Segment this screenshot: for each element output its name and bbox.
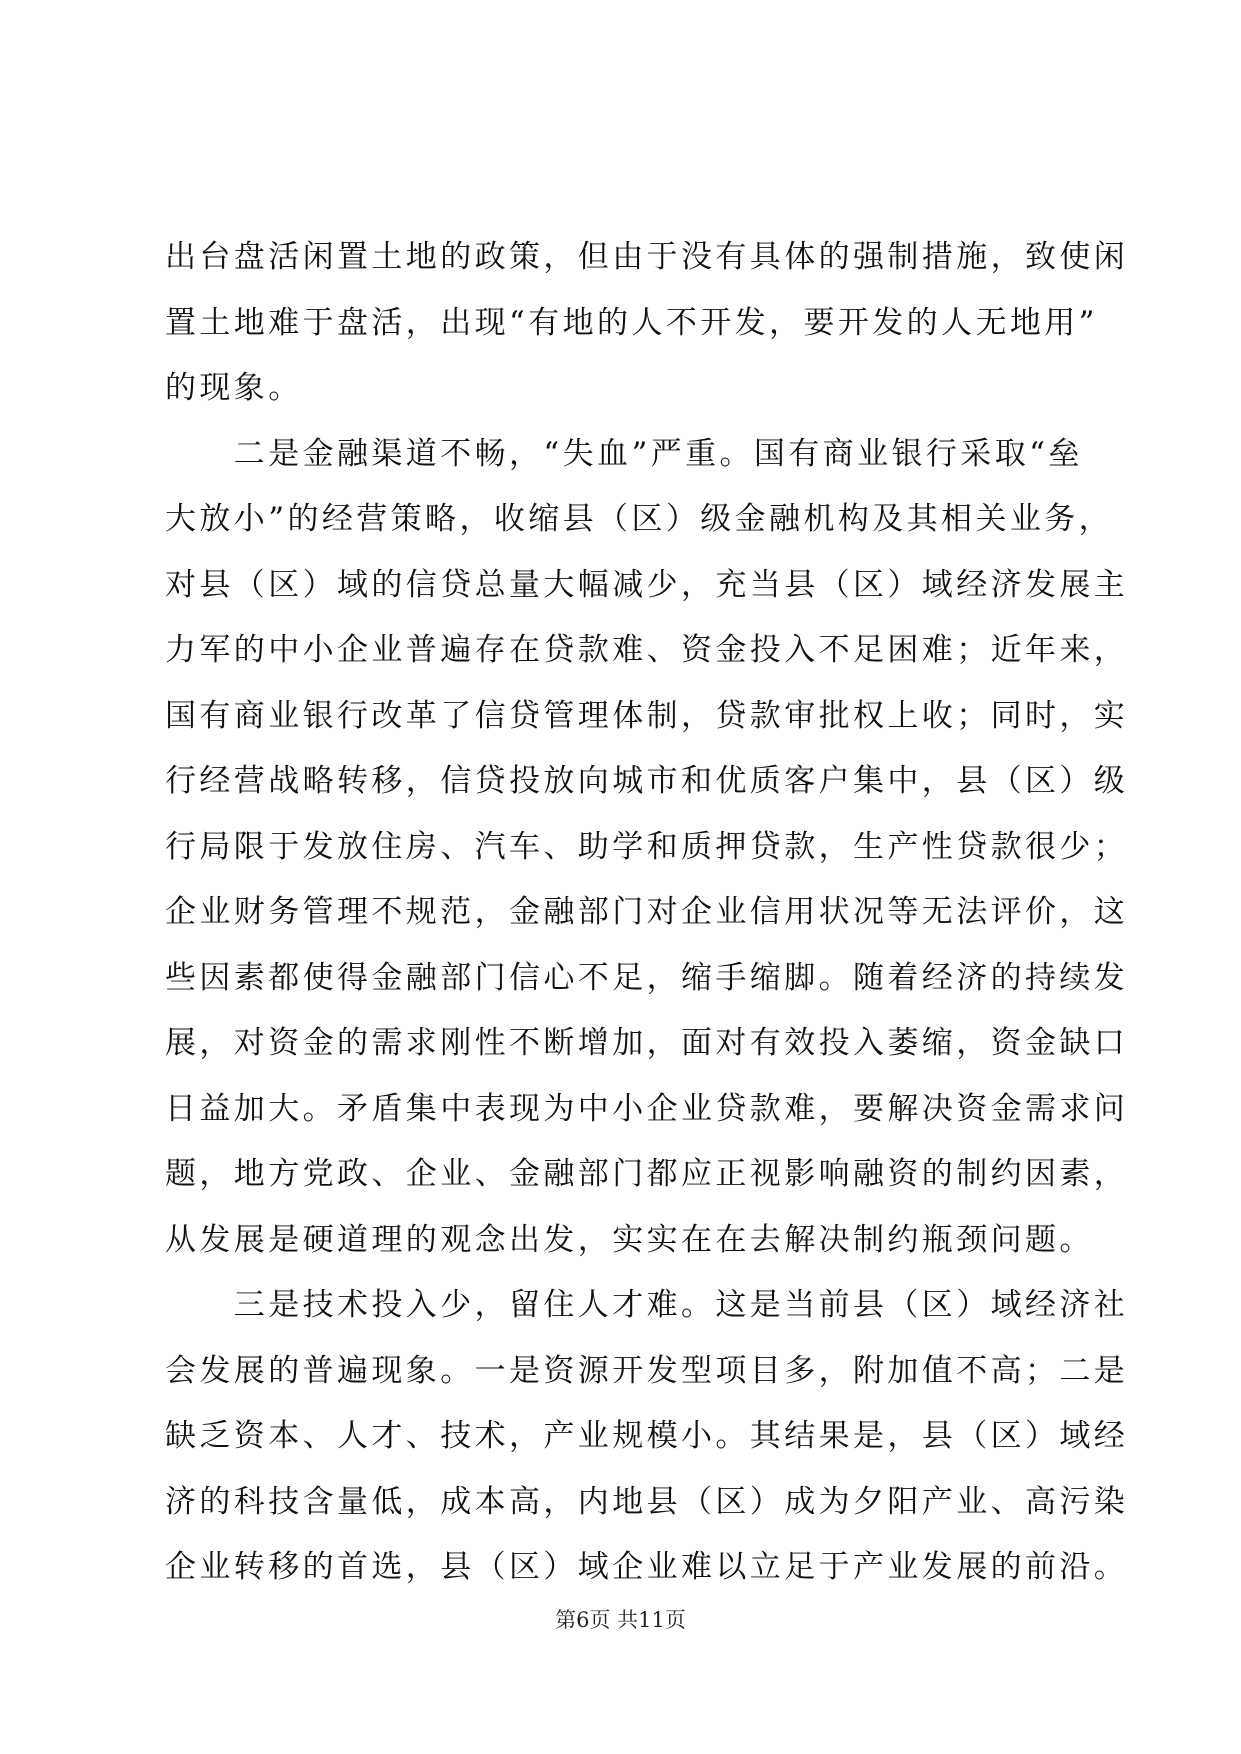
text-line: 行经营战略转移，信贷投放向城市和优质客户集中，县（区）级 xyxy=(165,763,1129,799)
body-text xyxy=(165,225,1129,1601)
text-line: 对县（区）域的信贷总量大幅减少，充当县（区）域经济发展主 xyxy=(165,566,1129,603)
text-line: 企业财务管理不规范，金融部门对企业信用状况等无法评价，这 xyxy=(165,894,1129,930)
text-line: 缺乏资本、人才、技术，产业规模小。其结果是，县（区）域经 xyxy=(165,1418,1129,1454)
page-footer: 第6页 共11页 xyxy=(555,1608,686,1632)
text-line: 的现象。 xyxy=(165,370,303,406)
text-line: 从发展是硬道理的观念出发，实实在在去解决制约瓶颈问题。 xyxy=(165,1221,1094,1258)
text-line: 日益加大。矛盾集中表现为中小企业贷款难，要解决资金需求问 xyxy=(165,1090,1129,1127)
text-line: 大放小”的经营策略，收缩县（区）级金融机构及其相关业务， xyxy=(165,501,1114,537)
text-line: 会发展的普遍现象。一是资源开发型项目多，附加值不高；二是 xyxy=(165,1352,1129,1389)
text-line: 展，对资金的需求刚性不断增加，面对有效投入萎缩，资金缺口 xyxy=(165,1025,1129,1061)
text-line: 题，地方党政、企业、金融部门都应正视影响融资的制约因素， xyxy=(165,1156,1129,1192)
text-line: 行局限于发放住房、汽车、助学和质押贷款，生产性贷款很少； xyxy=(165,828,1129,865)
text-line: 国有商业银行改革了信贷管理体制，贷款审批权上收；同时，实 xyxy=(165,697,1129,734)
text-line: 二是金融渠道不畅，“失血”严重。国有商业银行采取“垒 xyxy=(165,435,1083,472)
text-line: 三是技术投入少，留住人才难。这是当前县（区）域经济社 xyxy=(165,1287,1129,1323)
text-line: 济的科技含量低，成本高，内地县（区）成为夕阳产业、高污染 xyxy=(165,1483,1129,1520)
text-line: 置土地难于盘活，出现“有地的人不开发，要开发的人无地用” xyxy=(165,304,1098,341)
text-line: 出台盘活闲置土地的政策，但由于没有具体的强制措施，致使闲 xyxy=(165,239,1129,275)
text-line: 力军的中小企业普遍存在贷款难、资金投入不足困难；近年来， xyxy=(165,632,1129,668)
text-line: 企业转移的首选，县（区）域企业难以立足于产业发展的前沿。 xyxy=(165,1549,1129,1585)
text-line: 些因素都使得金融部门信心不足，缩手缩脚。随着经济的持续发 xyxy=(165,959,1129,996)
